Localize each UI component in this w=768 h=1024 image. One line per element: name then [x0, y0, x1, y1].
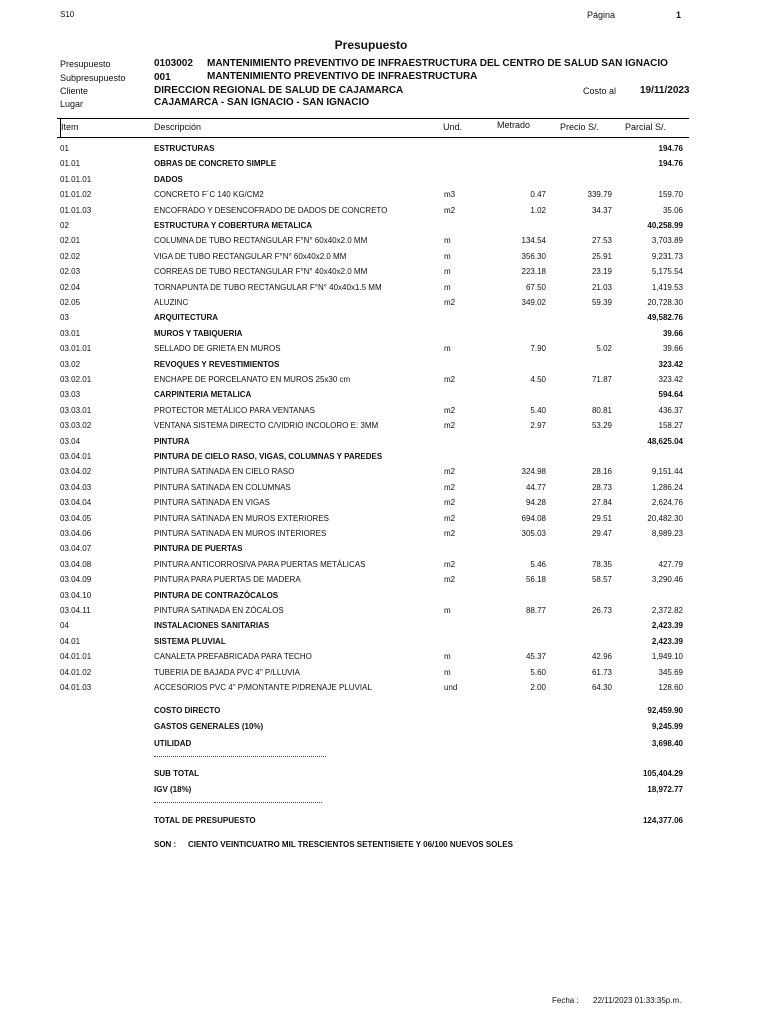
table-row: [0, 634, 768, 649]
row-description: CORREAS DE TUBO RECTANGULAR F°N° 40x40x2.0 MM: [154, 267, 368, 277]
gastos-label: GASTOS GENERALES (10%): [154, 722, 264, 731]
row-parcial: 20,482.30: [647, 513, 683, 523]
table-row: [0, 480, 768, 495]
row-description: PINTURA SATINADA EN ZÓCALOS: [154, 606, 284, 615]
son-text: CIENTO VEINTICUATRO MIL TRESCIENTOS SETENTISIETE Y 06/100 NUEVOS SOLES: [188, 840, 513, 849]
row-description: TORNAPUNTA DE TUBO RECTANGULAR F°N° 40x40x1.5 MM: [154, 282, 382, 292]
row-item-code: 02.02: [60, 251, 81, 261]
row-description: CANALETA PREFABRICADA PARA TECHO: [154, 652, 312, 662]
row-description: ENCHAPE DE PORCELANATO EN MUROS 25x30 cm: [154, 375, 351, 384]
row-precio: 27.84: [591, 498, 612, 508]
col-parcial: Parcial S/.: [625, 122, 667, 132]
row-unit: m3: [444, 190, 456, 200]
row-metrado: 5.46: [530, 559, 546, 569]
table-row: [0, 233, 768, 248]
row-item-code: 03.04.04: [60, 498, 92, 508]
table-row: [0, 557, 768, 572]
page-label: Página: [587, 10, 616, 20]
row-description: SISTEMA PLUVIAL: [154, 636, 226, 646]
subpresupuesto-code: 001: [154, 72, 171, 83]
table-row: [0, 156, 768, 171]
table-row: [0, 372, 768, 387]
igv-label: IGV (18%): [154, 785, 192, 794]
row-unit: m: [444, 606, 451, 615]
row-unit: m2: [444, 529, 456, 538]
row-description: DADOS: [154, 174, 183, 184]
row-parcial: 2,423.39: [651, 636, 683, 646]
costo-directo-value: 92,459.90: [647, 706, 683, 715]
row-description: OBRAS DE CONCRETO SIMPLE: [154, 159, 277, 169]
row-precio: 71.87: [591, 375, 612, 384]
row-parcial: 9,231.73: [651, 251, 683, 261]
row-description: PINTURA ANTICORROSIVA PARA PUERTAS METÁLICAS: [154, 559, 366, 569]
row-precio: 34.37: [591, 205, 612, 215]
table-row: [0, 541, 768, 556]
row-unit: m: [444, 282, 451, 292]
row-description: PINTURA SATINADA EN CIELO RASO: [154, 467, 295, 477]
row-description: PINTURA SATINADA EN MUROS INTERIORES: [154, 529, 327, 538]
table-row: [0, 326, 768, 341]
row-unit: m2: [444, 482, 456, 492]
row-metrado: 4.50: [530, 375, 546, 384]
row-precio: 42.96: [591, 652, 612, 662]
row-description: PROTECTOR METÁLICO PARA VENTANAS: [154, 405, 315, 415]
row-metrado: 56.18: [525, 575, 546, 585]
row-metrado: 5.60: [530, 667, 546, 677]
row-description: ESTRUCTURA Y COBERTURA METALICA: [154, 221, 313, 230]
row-unit: m: [444, 251, 451, 261]
table-row: [0, 511, 768, 526]
utilidad-value: 3,698.40: [651, 739, 683, 748]
row-parcial: 1,419.53: [651, 282, 683, 292]
row-description: COLUMNA DE TUBO RECTANGULAR F°N° 60x40x2.0 MM: [154, 236, 368, 246]
row-metrado: 349.02: [521, 298, 546, 307]
row-metrado: 223.18: [521, 267, 546, 277]
row-metrado: 7.90: [530, 344, 546, 354]
row-item-code: 04.01.01: [60, 652, 92, 662]
row-parcial: 194.76: [658, 159, 683, 169]
row-parcial: 9,151.44: [651, 467, 683, 477]
presupuesto-name: MANTENIMIENTO PREVENTIVO DE INFRAESTRUCTURA DEL CENTRO DE SALUD SAN IGNACIO: [207, 58, 668, 69]
row-precio: 27.53: [591, 236, 612, 246]
row-metrado: 94.28: [525, 498, 546, 508]
row-parcial: 40,258.99: [647, 221, 683, 230]
col-precio: Precio S/.: [560, 122, 600, 132]
row-description: PINTURA SATINADA EN VIGAS: [154, 498, 270, 508]
row-item-code: 04.01.02: [60, 667, 92, 677]
utilidad-label: UTILIDAD: [154, 739, 192, 748]
row-parcial: 1,949.10: [651, 652, 683, 662]
total-label: TOTAL DE PRESUPUESTO: [154, 816, 256, 825]
table-row: [0, 141, 768, 156]
row-unit: m2: [444, 375, 456, 384]
row-item-code: 02.01: [60, 236, 81, 246]
row-item-code: 03.03.02: [60, 421, 92, 431]
row-parcial: 323.42: [658, 375, 683, 384]
row-item-code: 03.04.11: [60, 606, 91, 615]
row-parcial: 1,286.24: [651, 482, 683, 492]
cliente-name: DIRECCION REGIONAL DE SALUD DE CAJAMARCA: [154, 85, 404, 96]
row-item-code: 03.02: [60, 359, 81, 369]
row-item-code: 04: [60, 621, 69, 631]
row-description: TUBERIA DE BAJADA PVC 4" P/LLUVIA: [154, 667, 301, 677]
row-metrado: 88.77: [525, 606, 546, 615]
row-item-code: 02.05: [60, 298, 81, 307]
row-item-code: 03.04.01: [60, 452, 92, 461]
row-description: PINTURA: [154, 436, 190, 446]
row-item-code: 01.01.03: [60, 205, 92, 215]
row-item-code: 03.04.08: [60, 559, 92, 569]
row-description: VIGA DE TUBO RECTANGULAR F°N° 60x40x2.0 MM: [154, 251, 347, 261]
row-parcial: 2,423.39: [651, 621, 683, 631]
row-precio: 5.02: [596, 344, 612, 354]
presupuesto-code: 0103002: [154, 58, 193, 69]
table-row: [0, 603, 768, 618]
row-description: PINTURA SATINADA EN MUROS EXTERIORES: [154, 513, 329, 523]
row-unit: m2: [444, 513, 456, 523]
separator-line: [154, 756, 326, 761]
table-row: [0, 172, 768, 187]
lugar-label: Lugar: [60, 99, 84, 109]
row-parcial: 594.64: [658, 390, 683, 400]
document-title: Presupuesto: [334, 38, 408, 52]
cliente-label: Cliente: [60, 86, 89, 96]
row-description: ACCESORIOS PVC 4" P/MONTANTE P/DRENAJE PLUVIAL: [154, 683, 372, 692]
fecha-label: Fecha :: [552, 996, 579, 1005]
row-item-code: 04.01: [60, 636, 81, 646]
table-row: [0, 203, 768, 218]
subtotal-value: 105,404.29: [642, 769, 683, 778]
row-unit: m2: [444, 405, 456, 415]
row-parcial: 39.66: [662, 344, 683, 354]
table-row: [0, 495, 768, 510]
row-item-code: 03.04.03: [60, 482, 92, 492]
row-parcial: 39.66: [662, 328, 683, 338]
row-metrado: 356.30: [521, 251, 546, 261]
row-metrado: 2.00: [530, 683, 546, 692]
row-item-code: 03.04.05: [60, 513, 92, 523]
table-row: [0, 680, 768, 695]
row-item-code: 02: [60, 221, 69, 230]
row-parcial: 2,624.76: [651, 498, 683, 508]
row-description: SELLADO DE GRIETA EN MUROS: [154, 344, 281, 354]
row-parcial: 345.69: [658, 667, 683, 677]
row-item-code: 03.04.09: [60, 575, 92, 585]
row-precio: 78.35: [591, 559, 612, 569]
row-item-code: 03.04: [60, 436, 81, 446]
fecha-value: 22/11/2023 01:33:35p.m.: [593, 996, 682, 1005]
row-unit: m: [444, 344, 451, 354]
col-metrado: Metrado: [497, 120, 531, 130]
row-metrado: 134.54: [521, 236, 546, 246]
table-row: [0, 526, 768, 541]
row-parcial: 436.37: [658, 405, 683, 415]
table-row: [0, 341, 768, 356]
son-label: SON :: [154, 840, 177, 849]
row-description: VENTANA SISTEMA DIRECTO C/VIDRIO INCOLORO E: 3MM: [154, 421, 379, 431]
row-description: ARQUITECTURA: [154, 313, 218, 323]
page-code: S10: [60, 10, 75, 19]
row-precio: 23.19: [591, 267, 612, 277]
row-parcial: 48,625.04: [647, 436, 683, 446]
page-number: 1: [676, 10, 682, 20]
row-metrado: 2.97: [530, 421, 546, 431]
igv-value: 18,972.77: [647, 785, 683, 794]
row-metrado: 67.50: [525, 282, 546, 292]
row-precio: 61.73: [591, 667, 612, 677]
row-precio: 339.79: [587, 190, 612, 200]
row-description: CARPINTERIA METALICA: [154, 390, 252, 400]
row-description: INSTALACIONES SANITARIAS: [154, 621, 270, 631]
col-und: Und.: [443, 122, 463, 132]
row-parcial: 8,989.23: [651, 529, 683, 538]
table-row: [0, 618, 768, 633]
row-unit: m2: [444, 575, 456, 585]
row-metrado: 45.37: [525, 652, 546, 662]
costo-date: 19/11/2023: [640, 85, 690, 96]
row-parcial: 323.42: [658, 359, 683, 369]
row-parcial: 427.79: [658, 559, 683, 569]
row-precio: 58.57: [591, 575, 612, 585]
row-unit: m: [444, 267, 451, 277]
row-item-code: 03.03.01: [60, 405, 92, 415]
gastos-value: 9,245.99: [651, 722, 683, 731]
presupuesto-label: Presupuesto: [60, 59, 111, 69]
row-description: PINTURA DE PUERTAS: [154, 544, 243, 554]
row-description: ALUZINC: [154, 298, 189, 307]
subpresupuesto-label: Subpresupuesto: [60, 73, 126, 83]
row-item-code: 04.01.03: [60, 683, 92, 692]
table-row: [0, 449, 768, 464]
row-item-code: 02.04: [60, 282, 81, 292]
row-parcial: 20,728.30: [647, 298, 683, 307]
col-item: Item: [61, 122, 79, 132]
table-row: [0, 588, 768, 603]
row-item-code: 03.01.01: [60, 344, 92, 354]
row-item-code: 03.04.02: [60, 467, 92, 477]
row-precio: 28.16: [591, 467, 612, 477]
row-item-code: 01.01.01: [60, 174, 92, 184]
table-row: [0, 295, 768, 310]
row-item-code: 01: [60, 144, 69, 153]
row-unit: m: [444, 652, 451, 662]
row-description: CONCRETO F´C 140 KG/CM2: [154, 190, 264, 200]
row-precio: 29.47: [591, 529, 612, 538]
row-item-code: 01.01.02: [60, 190, 92, 200]
table-row: [0, 572, 768, 587]
table-row: [0, 464, 768, 479]
row-unit: m2: [444, 467, 456, 477]
row-precio: 53.29: [591, 421, 612, 431]
row-parcial: 49,582.76: [647, 313, 683, 323]
row-unit: m2: [444, 205, 456, 215]
lugar-name: CAJAMARCA - SAN IGNACIO - SAN IGNACIO: [154, 97, 370, 108]
row-metrado: 694.08: [521, 513, 546, 523]
row-precio: 25.91: [591, 251, 612, 261]
row-parcial: 3,290.46: [651, 575, 683, 585]
row-item-code: 03: [60, 313, 69, 323]
row-unit: m2: [444, 298, 456, 307]
row-metrado: 305.03: [521, 529, 546, 538]
row-unit: m: [444, 667, 451, 677]
separator-line: [154, 802, 322, 807]
row-item-code: 01.01: [60, 159, 81, 169]
table-row: [0, 403, 768, 418]
subpresupuesto-name: MANTENIMIENTO PREVENTIVO DE INFRAESTRUCTURA: [207, 71, 478, 82]
row-description: PINTURA SATINADA EN COLUMNAS: [154, 482, 291, 492]
subtotal-label: SUB TOTAL: [154, 769, 200, 778]
total-value: 124,377.06: [642, 816, 683, 825]
row-description: PINTURA DE CONTRAZÓCALOS: [154, 590, 279, 600]
table-row: [0, 249, 768, 264]
costo-label: Costo al: [583, 86, 617, 96]
row-precio: 26.73: [591, 606, 612, 615]
row-unit: und: [444, 683, 458, 692]
row-unit: m2: [444, 498, 456, 508]
row-item-code: 03.03: [60, 390, 81, 400]
row-precio: 64.30: [591, 683, 612, 692]
row-description: ESTRUCTURAS: [154, 144, 215, 153]
row-description: REVOQUES Y REVESTIMIENTOS: [154, 359, 280, 369]
row-precio: 80.81: [591, 405, 612, 415]
row-parcial: 5,175.54: [651, 267, 683, 277]
row-precio: 21.03: [591, 282, 612, 292]
table-row: [0, 310, 768, 325]
row-precio: 59.39: [591, 298, 612, 307]
row-unit: m2: [444, 421, 456, 431]
row-precio: 28.73: [591, 482, 612, 492]
row-item-code: 03.04.06: [60, 529, 92, 538]
row-parcial: 3,703.89: [651, 236, 683, 246]
row-description: ENCOFRADO Y DESENCOFRADO DE DADOS DE CONCRETO: [154, 205, 388, 215]
row-metrado: 44.77: [525, 482, 546, 492]
row-parcial: 194.76: [658, 144, 683, 153]
table-row: [0, 218, 768, 233]
table-row: [0, 649, 768, 664]
row-item-code: 03.04.10: [60, 590, 92, 600]
col-descripcion: Descripción: [154, 122, 202, 132]
row-parcial: 159.70: [658, 190, 683, 200]
table-row: [0, 187, 768, 202]
row-parcial: 35.06: [662, 205, 683, 215]
row-description: PINTURA PARA PUERTAS DE MADERA: [154, 575, 301, 585]
row-item-code: 02.03: [60, 267, 81, 277]
table-row: [0, 418, 768, 433]
table-row: [0, 357, 768, 372]
row-parcial: 128.60: [658, 683, 683, 692]
row-unit: m: [444, 236, 451, 246]
table-row: [0, 264, 768, 279]
table-row: [0, 434, 768, 449]
row-metrado: 1.02: [530, 205, 546, 215]
row-unit: m2: [444, 559, 456, 569]
costo-directo-label: COSTO DIRECTO: [154, 706, 221, 715]
row-parcial: 2,372.82: [651, 606, 683, 615]
row-precio: 29.51: [591, 513, 612, 523]
row-metrado: 5.40: [530, 405, 546, 415]
row-description: PINTURA DE CIELO RASO, VIGAS, COLUMNAS Y PAREDES: [154, 452, 383, 461]
table-row: [0, 387, 768, 402]
row-item-code: 03.02.01: [60, 375, 92, 384]
row-metrado: 324.98: [521, 467, 546, 477]
row-item-code: 03.04.07: [60, 544, 92, 554]
table-row: [0, 280, 768, 295]
row-metrado: 0.47: [530, 190, 546, 200]
row-item-code: 03.01: [60, 328, 81, 338]
row-parcial: 158.27: [658, 421, 683, 431]
row-description: MUROS Y TABIQUERIA: [154, 328, 243, 338]
table-row: [0, 665, 768, 680]
